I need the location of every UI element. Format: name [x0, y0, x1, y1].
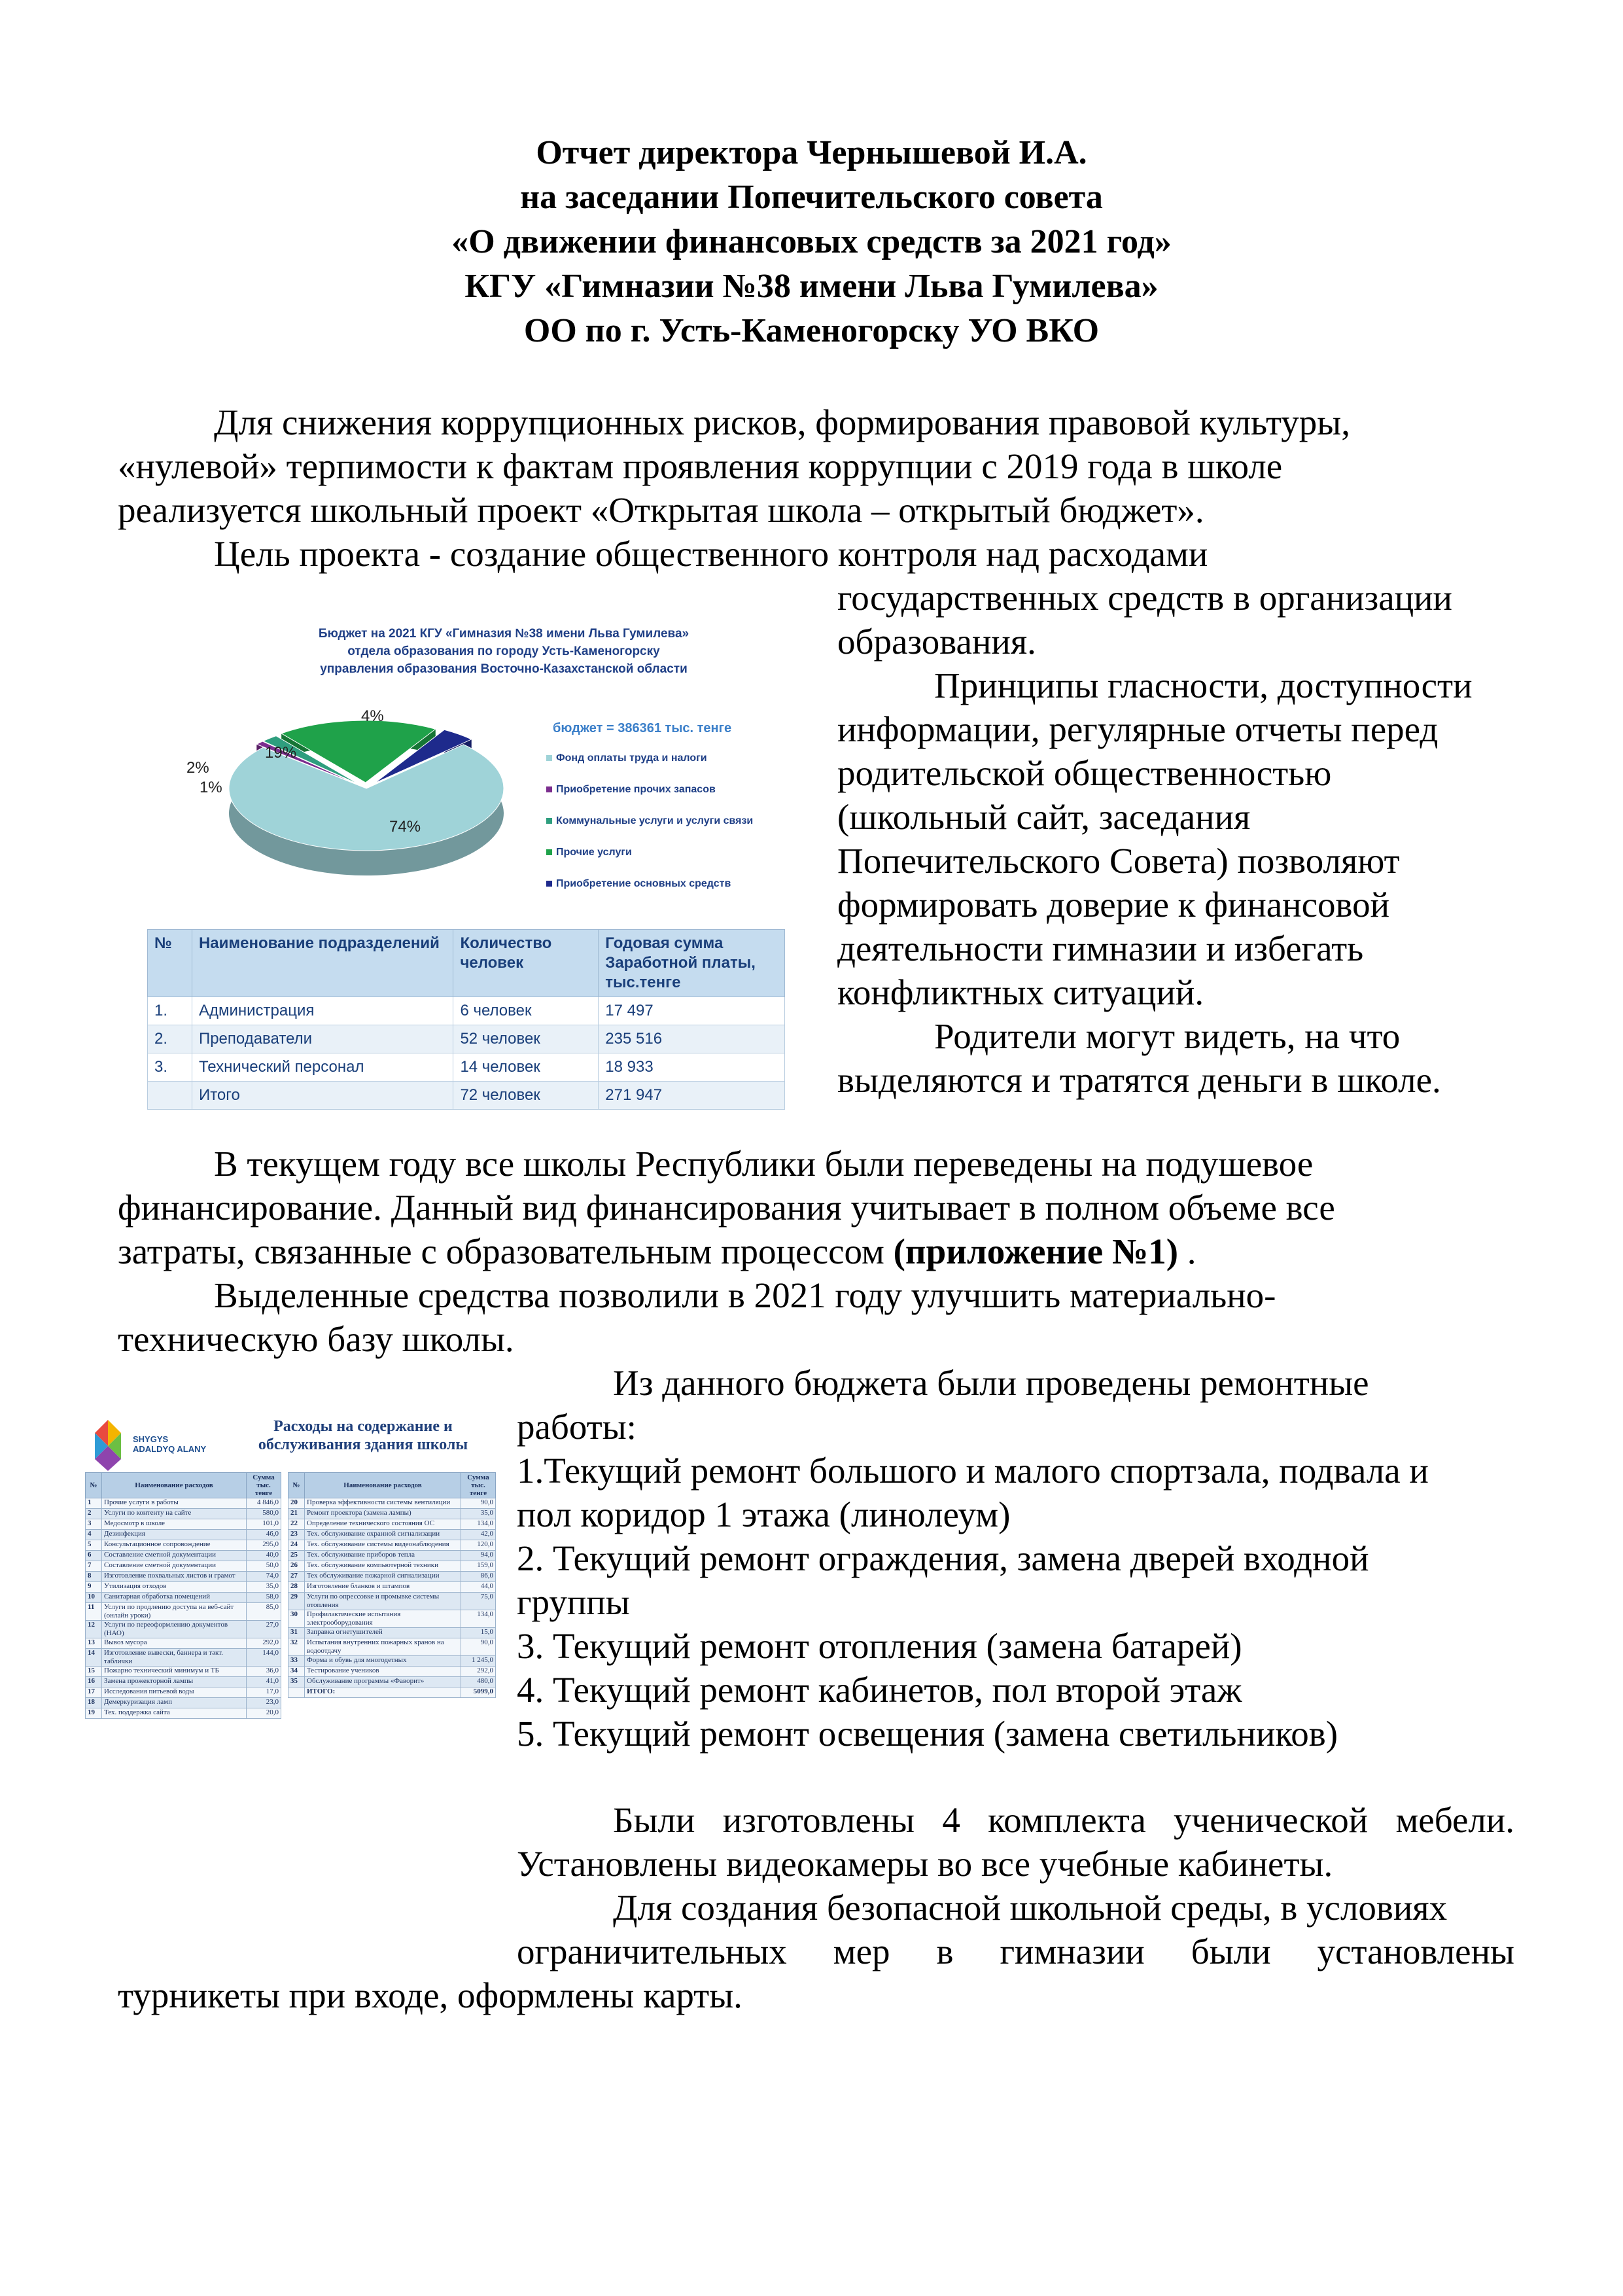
- cell-number: 26: [288, 1561, 305, 1572]
- cell-sum: 144,0: [247, 1649, 281, 1667]
- expenses-table-image: [82, 1400, 500, 1956]
- cell-name: Изготовление бланков и штампов: [305, 1582, 461, 1593]
- cell-name: Форма и обувь для многодетных: [305, 1656, 461, 1667]
- cell-name: Тех. поддержка сайта: [102, 1708, 247, 1719]
- table-row: [86, 1509, 281, 1519]
- cell-sum: 42,0: [461, 1530, 496, 1540]
- cell-number: 10: [86, 1593, 102, 1603]
- safety-paragraph: [517, 1798, 1514, 1973]
- cell-number: 3.: [148, 1053, 192, 1082]
- table-row: [288, 1551, 496, 1561]
- table-row: [86, 1677, 281, 1687]
- budget-total: бюджет = 386361 тыс. тенге: [553, 721, 732, 735]
- table-row: [86, 1638, 281, 1649]
- table-row: [86, 1561, 281, 1572]
- repair-item: 1.Текущий ремонт большого и малого спортзала, подвала и: [517, 1451, 1429, 1491]
- cell-name: Определение технического состояния ОС: [305, 1519, 461, 1530]
- expenses-table-left: [85, 1472, 281, 1719]
- text-line: Выделенные средства позволили в 2021 году улучшить материально-: [214, 1275, 1276, 1315]
- appendix-reference: (приложение №1): [893, 1231, 1179, 1271]
- cell-number: 7: [86, 1561, 102, 1572]
- legend-label: Фонд оплаты труда и налоги: [556, 752, 707, 764]
- cell-sum: 90,0: [461, 1638, 496, 1656]
- staff-salary-table: [147, 929, 785, 1110]
- cell-name: Итого: [192, 1082, 453, 1110]
- cell-name: Тех. обслуживание компьютерной техники: [305, 1561, 461, 1572]
- cell-count: 14 человек: [453, 1053, 599, 1082]
- cell-name: Технический персонал: [192, 1053, 453, 1082]
- cell-name: Утилизация отходов: [102, 1582, 247, 1593]
- legend-label: Приобретение основных средств: [556, 878, 731, 889]
- cell-name: Прочие услуги в работы: [102, 1498, 247, 1509]
- cell-number: 21: [288, 1509, 305, 1519]
- cell-sum: 235 516: [599, 1025, 785, 1053]
- chart-title-line: управления образования Восточно-Казахстанской области: [320, 662, 688, 676]
- cell-name: Услуги по продлению доступа на веб-сайт (онлайн уроки): [102, 1603, 247, 1621]
- cell-sum: 18 933: [599, 1053, 785, 1082]
- legend-item: [546, 847, 753, 878]
- legend-swatch: [546, 818, 552, 824]
- text-line: родительской общественностью: [837, 753, 1332, 793]
- cell-name: Тех. обслуживание приборов тепла: [305, 1551, 461, 1561]
- cell-name: Демеркуризация ламп: [102, 1698, 247, 1708]
- column-header: №: [86, 1473, 102, 1498]
- cell-number: 14: [86, 1649, 102, 1667]
- table-row: [288, 1519, 496, 1530]
- text-line: Для создания безопасной школьной среды, в условиях: [613, 1888, 1448, 1928]
- cell-number: 4: [86, 1530, 102, 1540]
- cell-count: 6 человек: [453, 997, 599, 1025]
- cell-number: 17: [86, 1687, 102, 1698]
- cell-sum: 1 245,0: [461, 1656, 496, 1667]
- cell-number: 35: [288, 1677, 305, 1687]
- table-row: [148, 997, 785, 1025]
- table-row: [288, 1498, 496, 1509]
- cell-name: Медосмотр в школе: [102, 1519, 247, 1530]
- cell-sum: 4 846,0: [247, 1498, 281, 1509]
- legend-item: [546, 784, 753, 815]
- cell-number: [148, 1082, 192, 1110]
- pie-label-supplies: 1%: [200, 779, 222, 796]
- table-row: [288, 1540, 496, 1551]
- cell-number: 9: [86, 1582, 102, 1593]
- title-line: «О движении финансовых средств за 2021 год»: [451, 223, 1172, 260]
- text-line: деятельности гимназии и избегать: [837, 928, 1364, 968]
- text-line: техническую базу школы.: [118, 1319, 514, 1359]
- text-line: В текущем году все школы Республики были переведены на подушевое: [214, 1144, 1314, 1184]
- text-line: Родители могут видеть, на что: [934, 1016, 1401, 1056]
- cell-number: 27: [288, 1572, 305, 1582]
- cell-name: Услуги по переоформлению документов (НАО): [102, 1621, 247, 1638]
- title-line: ОО по г. Усть-Каменогорску УО ВКО: [523, 312, 1100, 349]
- cell-number: 1.: [148, 997, 192, 1025]
- table-row: [288, 1593, 496, 1610]
- text-line: информации, регулярные отчеты перед: [837, 709, 1439, 749]
- cell-number: 5: [86, 1540, 102, 1551]
- cell-sum: 134,0: [461, 1610, 496, 1628]
- column-header: Наименование расходов: [102, 1473, 247, 1498]
- cell-number: 16: [86, 1677, 102, 1687]
- cell-sum: 94,0: [461, 1551, 496, 1561]
- repairs-paragraph: [517, 1361, 1537, 1756]
- cell-sum: 23,0: [247, 1698, 281, 1708]
- table-row: [86, 1708, 281, 1719]
- cell-sum: 292,0: [247, 1638, 281, 1649]
- pie-label-fixed-assets: 4%: [361, 707, 384, 725]
- cell-number: 2.: [148, 1025, 192, 1053]
- column-header: Наименование расходов: [305, 1473, 461, 1498]
- cell-sum: 20,0: [247, 1708, 281, 1719]
- expenses-title-line: обслуживания здания школы: [258, 1436, 468, 1453]
- title-line: КГУ «Гимназии №38 имени Льва Гумилева»: [464, 268, 1159, 305]
- safety-paragraph-end: [118, 1973, 1511, 2017]
- cell-name: Тех обслуживание пожарной сигнализации: [305, 1572, 461, 1582]
- cell-sum: 17,0: [247, 1687, 281, 1698]
- cell-number: 11: [86, 1603, 102, 1621]
- text-line: Цель проекта - создание общественного контроля над расходами: [214, 534, 1208, 574]
- text-line: работы:: [517, 1407, 637, 1447]
- cell-number: 18: [86, 1698, 102, 1708]
- cell-number: 28: [288, 1582, 305, 1593]
- table-row: [288, 1530, 496, 1540]
- table-row: [86, 1667, 281, 1677]
- table-header-row: [288, 1473, 496, 1498]
- cell-sum: 74,0: [247, 1572, 281, 1582]
- table-row: [86, 1698, 281, 1708]
- table-row: [148, 1025, 785, 1053]
- column-header: Сумма тыс. тенге: [247, 1473, 281, 1498]
- cell-name: Исследования питьевой воды: [102, 1687, 247, 1698]
- cell-sum: 36,0: [247, 1667, 281, 1677]
- cell-sum: 292,0: [461, 1667, 496, 1677]
- table-row: [86, 1540, 281, 1551]
- cell-name: Вывоз мусора: [102, 1638, 247, 1649]
- column-header: №: [288, 1473, 305, 1498]
- chart-legend: [546, 752, 753, 910]
- cell-number: 19: [86, 1708, 102, 1719]
- text-line: [118, 1229, 1511, 1273]
- cell-name: Администрация: [192, 997, 453, 1025]
- cell-sum: 27,0: [247, 1621, 281, 1638]
- cell-name: Заправка огнетушителей: [305, 1628, 461, 1638]
- table-row: [86, 1519, 281, 1530]
- cell-name: Изготовление похвальных листов и грамот: [102, 1572, 247, 1582]
- cell-number: 23: [288, 1530, 305, 1540]
- legend-item: [546, 815, 753, 847]
- table-row: [288, 1667, 496, 1677]
- cell-number: 15: [86, 1667, 102, 1677]
- cell-number: 1: [86, 1498, 102, 1509]
- text-line: Из данного бюджета были проведены ремонтные: [613, 1363, 1369, 1403]
- text-line: формировать доверие к финансовой: [837, 885, 1390, 925]
- text-line: (школьный сайт, заседания: [837, 797, 1251, 837]
- cell-number: 29: [288, 1593, 305, 1610]
- cell-name: Замена прожекторной лампы: [102, 1677, 247, 1687]
- repair-item: 2. Текущий ремонт ограждения, замена дверей входной: [517, 1538, 1369, 1578]
- table-row: [288, 1656, 496, 1667]
- cell-count: 72 человек: [453, 1082, 599, 1110]
- title-line: Отчет директора Чернышевой И.А.: [536, 134, 1087, 171]
- text-line: Установлены видеокамеры во все учебные кабинеты.: [517, 1844, 1333, 1884]
- logo-text-line: SHYGYS: [133, 1434, 169, 1444]
- cell-number: 13: [86, 1638, 102, 1649]
- cell-sum: 44,0: [461, 1582, 496, 1593]
- expenses-title: [226, 1417, 500, 1454]
- text-line: образования.: [837, 622, 1036, 662]
- report-title: [0, 131, 1623, 353]
- cell-sum: 15,0: [461, 1628, 496, 1638]
- table-row: [288, 1582, 496, 1593]
- cell-name: Санитарная обработка помещений: [102, 1593, 247, 1603]
- cell-sum: 58,0: [247, 1593, 281, 1603]
- cell-name: Проверка эффективности системы вентиляции: [305, 1498, 461, 1509]
- column-header: №: [148, 930, 192, 997]
- text-span: .: [1178, 1231, 1196, 1271]
- column-header: Наименование подразделений: [192, 930, 453, 997]
- text-line: ограничительных мер в гимназии были установлены: [517, 1932, 1514, 1971]
- cell-name: Тех. обслуживание системы видеонаблюдения: [305, 1540, 461, 1551]
- table-row: [148, 1053, 785, 1082]
- cell-name: Дезинфекция: [102, 1530, 247, 1540]
- text-line: финансирование. Данный вид финансирования учитывает в полном объеме все: [118, 1188, 1335, 1227]
- table-row: [288, 1572, 496, 1582]
- legend-item: [546, 878, 753, 910]
- repair-item: 4. Текущий ремонт кабинетов, пол второй этаж: [517, 1670, 1242, 1710]
- table-row: [288, 1628, 496, 1638]
- table-row: [86, 1572, 281, 1582]
- table-row: [288, 1677, 496, 1687]
- column-header: Сумма тыс. тенге: [461, 1473, 496, 1498]
- table-row: [86, 1582, 281, 1593]
- side-paragraph: [837, 576, 1531, 1102]
- table-row: [288, 1687, 496, 1698]
- table-row: [86, 1530, 281, 1540]
- cell-sum: 480,0: [461, 1677, 496, 1687]
- cell-number: 25: [288, 1551, 305, 1561]
- text-line: реализуется школьный проект «Открытая школа – открытый бюджет».: [118, 490, 1204, 530]
- logo-mark-icon: [82, 1407, 134, 1472]
- table-row: [86, 1621, 281, 1638]
- cell-name: Обслуживание программы «Фаворит»: [305, 1677, 461, 1687]
- table-row-total: [148, 1082, 785, 1110]
- legend-label: Приобретение прочих запасов: [556, 784, 716, 795]
- cell-sum: 41,0: [247, 1677, 281, 1687]
- text-line: Были изготовлены 4 комплекта ученической мебели.: [613, 1800, 1514, 1840]
- cell-sum: 5099,0: [461, 1687, 496, 1698]
- cell-name: Консультационное сопровождение: [102, 1540, 247, 1551]
- repair-item: 3. Текущий ремонт отопления (замена батарей): [517, 1626, 1242, 1666]
- legend-swatch: [546, 755, 552, 761]
- cell-name: ИТОГО:: [305, 1687, 461, 1698]
- expenses-title-line: Расходы на содержание и: [273, 1418, 453, 1435]
- cell-sum: 101,0: [247, 1519, 281, 1530]
- cell-sum: 120,0: [461, 1540, 496, 1551]
- table-row: [86, 1593, 281, 1603]
- logo-text-line: ADALDYQ ALANY: [133, 1444, 207, 1454]
- expenses-table-right: [288, 1472, 496, 1698]
- cell-sum: 35,0: [461, 1509, 496, 1519]
- column-header: Годовая сумма Заработной платы, тыс.тенге: [599, 930, 785, 997]
- table-row: [288, 1561, 496, 1572]
- cell-name: Тестирование учеников: [305, 1667, 461, 1677]
- title-line: на заседании Попечительского совета: [520, 179, 1103, 216]
- cell-name: Пожарно технический минимум и ТБ: [102, 1667, 247, 1677]
- cell-sum: 90,0: [461, 1498, 496, 1509]
- column-header: Количество человек: [453, 930, 599, 997]
- table-row: [288, 1610, 496, 1628]
- cell-number: 22: [288, 1519, 305, 1530]
- funding-paragraph: [118, 1142, 1511, 1361]
- cell-sum: 86,0: [461, 1572, 496, 1582]
- table-header-row: [86, 1473, 281, 1498]
- text-line: государственных средств в организации: [837, 578, 1452, 618]
- cell-number: 24: [288, 1540, 305, 1551]
- cell-name: Составление сметной документации: [102, 1561, 247, 1572]
- pie-label-utilities: 2%: [186, 759, 209, 777]
- legend-label: Прочие услуги: [556, 847, 632, 858]
- text-line: «нулевой» терпимости к фактам проявления коррупции с 2019 года в школе: [118, 446, 1283, 486]
- cell-name: Ремонт проектора (замена лампы): [305, 1509, 461, 1519]
- table-row: [86, 1603, 281, 1621]
- cell-sum: 40,0: [247, 1551, 281, 1561]
- cell-sum: 75,0: [461, 1593, 496, 1610]
- cell-count: 52 человек: [453, 1025, 599, 1053]
- cell-number: 2: [86, 1509, 102, 1519]
- cell-name: Услуги по контенту на сайте: [102, 1509, 247, 1519]
- cell-sum: 295,0: [247, 1540, 281, 1551]
- cell-number: 34: [288, 1667, 305, 1677]
- budget-chart: [170, 625, 798, 906]
- text-span: затраты, связанные с образовательным процессом: [118, 1231, 894, 1271]
- table-row: [288, 1638, 496, 1656]
- chart-title-line: отдела образования по городу Усть-Каменогорску: [347, 645, 660, 658]
- legend-label: Коммунальные услуги и услуги связи: [556, 815, 754, 826]
- repair-item: 5. Текущий ремонт освещения (замена светильников): [517, 1714, 1338, 1754]
- cell-name: Услуги по опрессовке и промывке системы отопления: [305, 1593, 461, 1610]
- cell-name: Испытания внутренних пожарных кранов на водоотдачу: [305, 1638, 461, 1656]
- cell-number: 3: [86, 1519, 102, 1530]
- cell-sum: 271 947: [599, 1082, 785, 1110]
- cell-sum: 17 497: [599, 997, 785, 1025]
- cell-number: [288, 1687, 305, 1698]
- table-row: [86, 1551, 281, 1561]
- text-line: турникеты при входе, оформлены карты.: [118, 1975, 742, 2015]
- cell-sum: 46,0: [247, 1530, 281, 1540]
- cell-number: 30: [288, 1610, 305, 1628]
- table-row: [86, 1649, 281, 1667]
- cell-number: 33: [288, 1656, 305, 1667]
- legend-item: [546, 752, 753, 784]
- cell-number: 32: [288, 1638, 305, 1656]
- legend-swatch: [546, 849, 552, 855]
- logo-text: [133, 1434, 206, 1454]
- cell-name: Преподаватели: [192, 1025, 453, 1053]
- text-line: Для снижения коррупционных рисков, формирования правовой культуры,: [214, 402, 1351, 442]
- cell-sum: 35,0: [247, 1582, 281, 1593]
- table-row: [86, 1687, 281, 1698]
- cell-sum: 134,0: [461, 1519, 496, 1530]
- table-row: [288, 1509, 496, 1519]
- text-line: Принципы гласности, доступности: [934, 665, 1473, 705]
- cell-name: Изготовление вывески, баннера и тəкт. таблички: [102, 1649, 247, 1667]
- cell-name: Составление сметной документации: [102, 1551, 247, 1561]
- text-line: конфликтных ситуаций.: [837, 972, 1204, 1012]
- text-line: Попечительского Совета) позволяют: [837, 841, 1400, 881]
- legend-swatch: [546, 786, 552, 792]
- chart-title-line: Бюджет на 2021 КГУ «Гимназия №38 имени Льва Гумилева»: [318, 627, 689, 641]
- cell-name: Профилактические испытания электрооборудования: [305, 1610, 461, 1628]
- cell-sum: 50,0: [247, 1561, 281, 1572]
- text-line: пол коридор 1 этажа (линолеум): [517, 1494, 1011, 1534]
- text-line: выделяются и тратятся деньги в школе.: [837, 1060, 1441, 1100]
- cell-sum: 85,0: [247, 1603, 281, 1621]
- text-line: группы: [517, 1582, 630, 1622]
- cell-number: 6: [86, 1551, 102, 1561]
- pie-label-payroll: 74%: [389, 818, 421, 836]
- pie-label-other-services: 19%: [265, 744, 297, 762]
- table-row: [86, 1498, 281, 1509]
- intro-paragraph: [118, 400, 1511, 576]
- cell-number: 8: [86, 1572, 102, 1582]
- cell-name: Тех. обслуживание охранной сигнализации: [305, 1530, 461, 1540]
- pie-chart: [170, 625, 536, 906]
- cell-sum: 580,0: [247, 1509, 281, 1519]
- cell-sum: 159,0: [461, 1561, 496, 1572]
- table-header-row: [148, 930, 785, 997]
- cell-number: 20: [288, 1498, 305, 1509]
- cell-number: 31: [288, 1628, 305, 1638]
- legend-swatch: [546, 881, 552, 887]
- cell-number: 12: [86, 1621, 102, 1638]
- shygys-logo: [82, 1407, 222, 1472]
